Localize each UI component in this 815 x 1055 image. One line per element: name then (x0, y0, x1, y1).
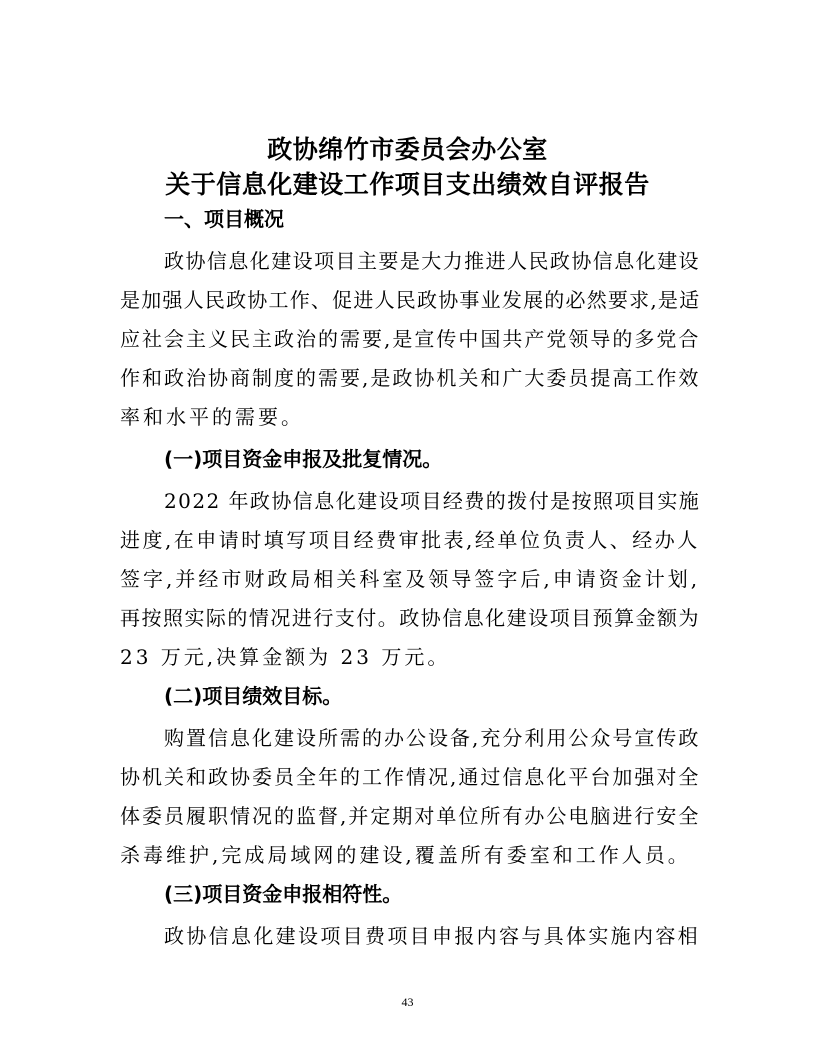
document-title-line2: 关于信息化建设工作项目支出绩效自评报告 (165, 170, 650, 199)
paragraph-line: 应社会主义民主政治的需要,是宣传中国共产党领导的多党合 (120, 327, 701, 351)
paragraph-line: 率和水平的需要。 (120, 405, 304, 429)
paragraph-line: 进度,在申请时填写项目经费审批表,经单位负责人、经办人 (120, 528, 700, 552)
paragraph-line: 是加强人民政协工作、促进人民政协事业发展的必然要求,是适 (120, 288, 701, 312)
subsection-heading-goals: (二)项目绩效目标。 (164, 684, 343, 708)
subsection-heading-funding: (一)项目资金申报及批复情况。 (164, 447, 443, 471)
paragraph-line: 23 万元,决算金额为 23 万元。 (120, 645, 451, 669)
paragraph-line: 政协信息化建设项目主要是大力推进人民政协信息化建设 (164, 249, 700, 273)
paragraph-line: 2022 年政协信息化建设项目经费的拨付是按照项目实施 (164, 489, 701, 513)
paragraph-line: 购置信息化建设所需的办公设备,充分利用公众号宣传政 (164, 726, 701, 750)
paragraph-line: 作和政治协商制度的需要,是政协机关和广大委员提高工作效 (120, 366, 701, 390)
paragraph-line: 政协信息化建设项目费项目申报内容与具体实施内容相 (164, 924, 700, 948)
paragraph-line: 再按照实际的情况进行支付。政协信息化建设项目预算金额为 (120, 606, 700, 630)
section-heading-overview: 一、项目概况 (164, 207, 284, 231)
subsection-heading-conformity: (三)项目资金申报相符性。 (164, 882, 403, 906)
paragraph-line: 签字,并经市财政局相关科室及领导签字后,申请资金计划, (120, 567, 701, 591)
paragraph-line: 协机关和政协委员全年的工作情况,通过信息化平台加强对全 (120, 765, 701, 789)
document-title-line1: 政协绵竹市委员会办公室 (267, 135, 548, 164)
page-number: 43 (401, 995, 414, 1009)
paragraph-line: 杀毒维护,完成局域网的建设,覆盖所有委室和工作人员。 (120, 843, 691, 867)
paragraph-line: 体委员履职情况的监督,并定期对单位所有办公电脑进行安全 (120, 804, 701, 828)
